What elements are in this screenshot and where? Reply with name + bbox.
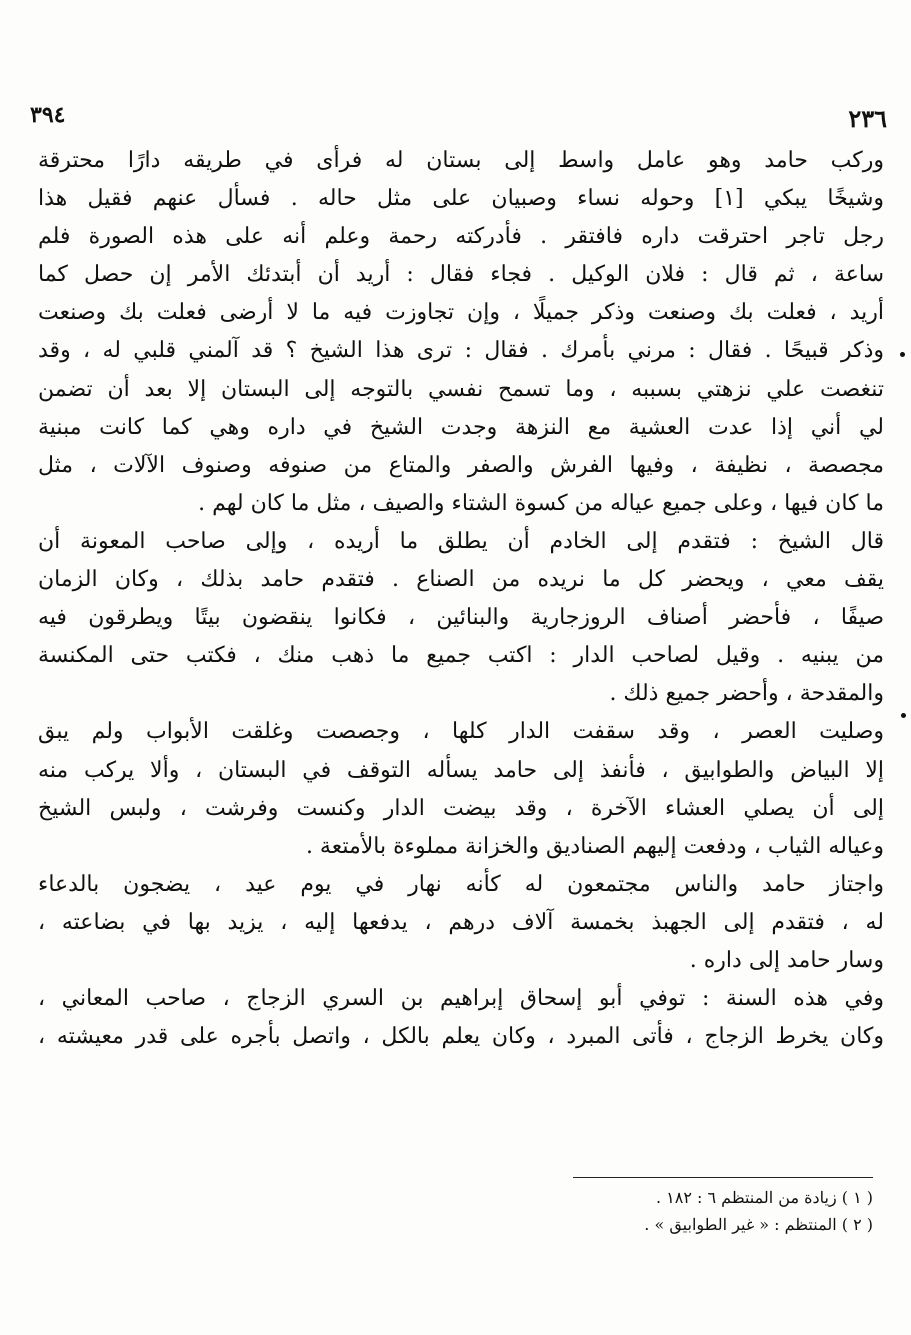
text-line: له ، فتقدم إلى الجهبذ بخمسة آلاف درهم ، يدفعها إليه ، يزيد بها في بضاعته ، bbox=[38, 909, 884, 935]
text-line: مجصصة ، نظيفة ، وفيها الفرش والصفر والمتاع من صنوفه وصنوف الآلات ، مثل bbox=[38, 452, 884, 478]
text-line: إلى أن يصلي العشاء الآخرة ، وقد بيضت الدار وكنست وفرشت ، ولبس الشيخ bbox=[38, 795, 884, 821]
text-line: أريد ، فعلت بك وصنعت وذكر جميلًا ، وإن تجاوزت فيه ما لا أرضى فعلت بك وصنعت bbox=[38, 300, 884, 326]
text-line: قال الشيخ : فتقدم إلى الخادم أن يطلق ما أريده ، وإلى صاحب المعونة أن bbox=[38, 528, 884, 554]
text-line: من يبنيه . وقيل لصاحب الدار : اكتب جميع ما ذهب منك ، فكتب حتى المكنسة bbox=[38, 643, 884, 669]
text-line: وصليت العصر ، وقد سقفت الدار كلها ، وجصصت وغلقت الأبواب ولم يبق bbox=[38, 719, 884, 745]
text-line: تنغصت علي نزهتي بسببه ، وما تسمح نفسي بالتوجه إلى البستان إلا بعد أن تضمن bbox=[38, 376, 884, 402]
text-line: يقف معي ، ويحضر كل ما نريده من الصناع . فتقدم حامد بذلك ، وكان الزمان bbox=[38, 567, 884, 593]
text-line: وسار حامد إلى داره . bbox=[689, 947, 884, 973]
body-text bbox=[38, 142, 884, 1056]
margin-dot-mark bbox=[901, 713, 906, 718]
footnotes bbox=[33, 1184, 873, 1238]
margin-dot-mark bbox=[900, 352, 905, 357]
text-line: ما كان فيها ، وعلى جميع عياله من كسوة الشتاء والصيف ، مثل ما كان لهم . bbox=[198, 490, 884, 516]
text-line: ساعة ، ثم قال : فلان الوكيل . فجاء فقال : أريد أن أبتدئك الأمر إن حصل كما bbox=[38, 262, 884, 288]
text-line: وشيخًا يبكي [١] وحوله نساء وصبيان على مثل حاله . فسأل عنهم فقيل هذا bbox=[38, 186, 884, 212]
text-line: وذكر قبيحًا . فقال : مرني بأمرك . فقال : ترى هذا الشيخ ؟ قد آلمني قلبي له ، وقد bbox=[38, 338, 884, 364]
text-line: واجتاز حامد والناس مجتمعون له كأنه نهار في يوم عيد ، يضجون بالدعاء bbox=[38, 871, 884, 897]
text-line: وعياله الثياب ، ودفعت إليهم الصناديق والخزانة مملوءة بالأمتعة . bbox=[305, 833, 884, 859]
text-line: والمقدحة ، وأحضر جميع ذلك . bbox=[609, 681, 884, 707]
text-line: وكان يخرط الزجاج ، فأتى المبرد ، وكان يعلم بالكل ، واتصل بأجره على قدر معيشته ، bbox=[38, 1024, 884, 1050]
text-line: وركب حامد وهو عامل واسط إلى بستان له فرأى في طريقه دارًا محترقة bbox=[38, 148, 884, 173]
text-line: وفي هذه السنة : توفي أبو إسحاق إبراهيم بن السري الزجاج ، صاحب المعاني ، bbox=[38, 986, 884, 1012]
text-line: لي أني إذا عدت العشية مع النزهة وجدت الشيخ في داره وهي كما كانت مبنية bbox=[38, 414, 884, 440]
text-line: صيفًا ، فأحضر أصناف الروزجارية والبنائين ، فكانوا ينقضون بيتًا ويطرقون فيه bbox=[38, 605, 884, 631]
text-line: إلا البياض والطوابيق ، فأنفذ إلى حامد يسأله التوقف في البستان ، وألا يركب منه bbox=[38, 757, 884, 783]
text-line: رجل تاجر احترقت داره فافتقر . فأدركته رحمة وعلم أنه على هذه الصورة فلم bbox=[38, 224, 884, 250]
page-number-secondary: ٣٩٤ bbox=[30, 102, 66, 128]
footnote-item: ( ٢ ) المنتظم : « غير الطوابيق » . bbox=[644, 1215, 873, 1234]
footnote-item: ( ١ ) زيادة من المنتظم ٦ : ١٨٢ . bbox=[655, 1188, 873, 1207]
footnote-divider bbox=[573, 1177, 873, 1178]
page-number: ٢٣٦ bbox=[848, 104, 887, 133]
